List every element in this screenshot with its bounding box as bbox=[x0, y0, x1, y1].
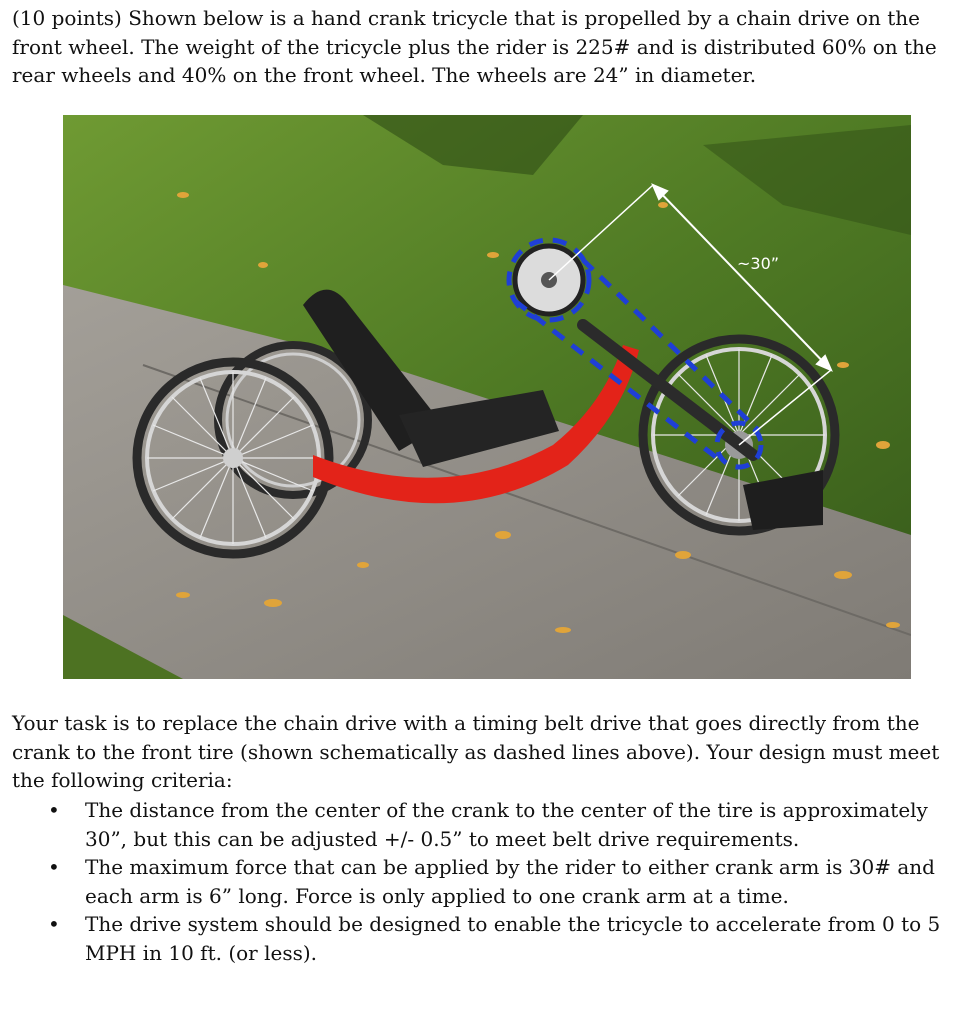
criteria-list bbox=[0, 796, 960, 967]
criterion-text: The maximum force that can be applied by the rider to either crank arm is 30# and each arm is 6” long. Force is only applied to one crank arm at a time. bbox=[85, 855, 935, 908]
list-item bbox=[0, 796, 960, 853]
tricycle-photo bbox=[63, 115, 911, 679]
criterion-text: The distance from the center of the crank to the center of the tire is approximately 30”, but this can be adjusted +/- 0.5” to meet belt drive requirements. bbox=[85, 798, 928, 851]
list-item bbox=[0, 910, 960, 967]
list-item bbox=[0, 853, 960, 910]
task-description: Your task is to replace the chain drive with a timing belt drive that goes directly from the crank to the front tire (shown schematically as dashed lines above). Your design must meet the following criteria: bbox=[12, 711, 940, 792]
dimension-label: ~30” bbox=[737, 254, 780, 273]
bullet-icon: • bbox=[48, 798, 60, 822]
bullet-icon: • bbox=[48, 912, 60, 936]
rear-wheel bbox=[137, 362, 329, 554]
problem-statement: (10 points) Shown below is a hand crank tricycle that is propelled by a chain drive on the front wheel. The weight of the tricycle plus the rider is 225# and is distributed 60% on the rear wheels and 40% on the front wheel. The wheels are 24” in diameter. bbox=[12, 6, 937, 87]
bullet-icon: • bbox=[48, 855, 60, 879]
criterion-text: The drive system should be designed to enable the tricycle to accelerate from 0 to 5 MPH in 10 ft. (or less). bbox=[85, 912, 941, 965]
